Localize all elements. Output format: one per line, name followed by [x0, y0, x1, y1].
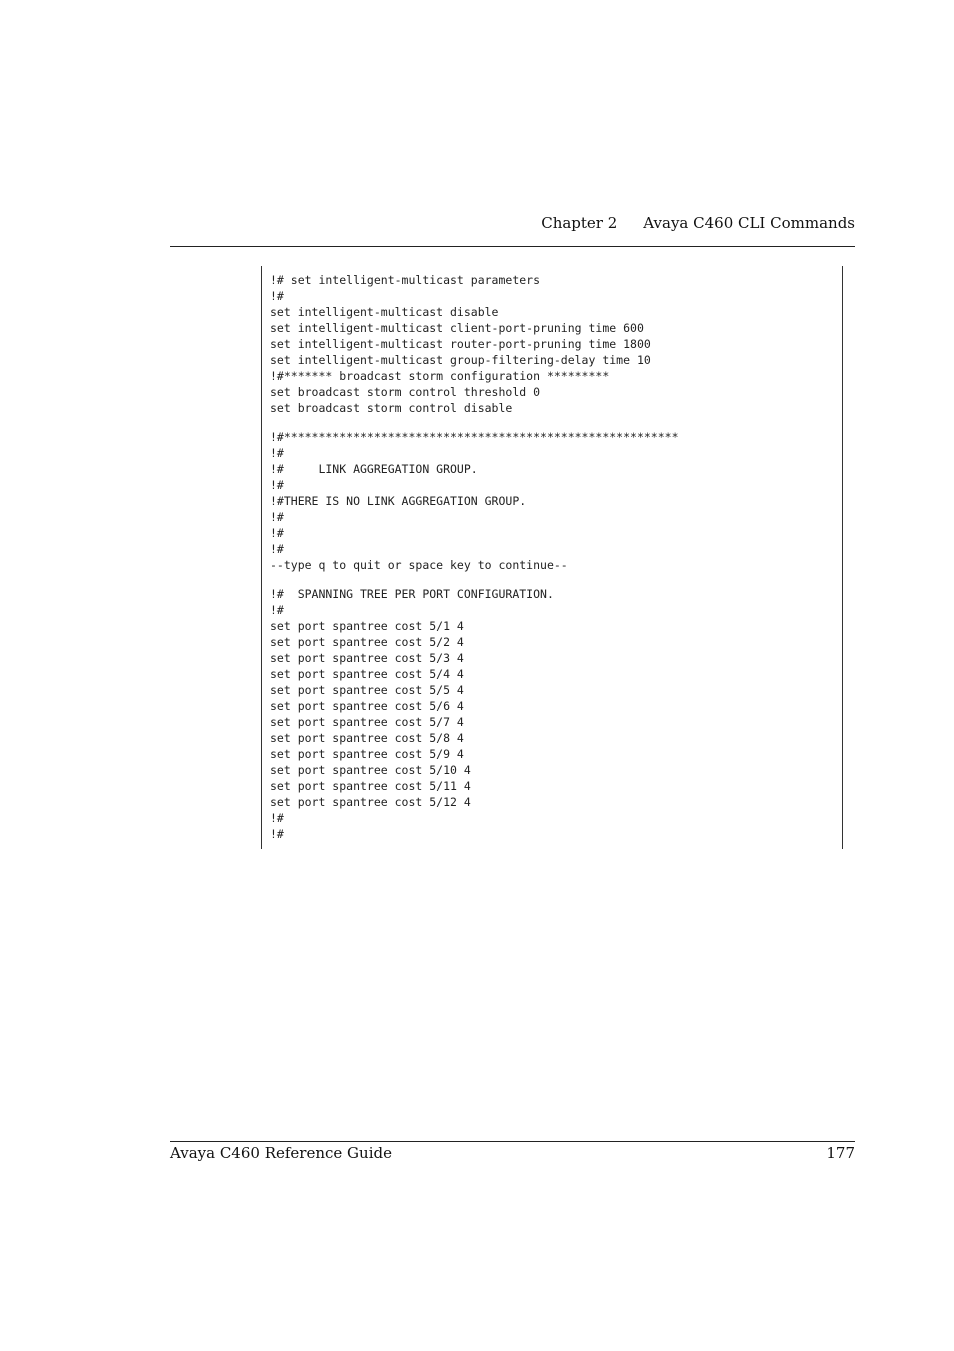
code-line: !#******* broadcast storm configuration *********: [270, 369, 610, 383]
chapter-label: Chapter 2: [541, 214, 618, 232]
code-line: !#: [270, 811, 284, 825]
code-block-multicast: [270, 272, 651, 416]
code-line: set port spantree cost 5/4 4: [270, 667, 464, 681]
code-line: !#: [270, 446, 284, 460]
code-line: !#: [270, 510, 284, 524]
code-block-link-aggregation: [270, 429, 679, 573]
code-block-spanning-tree: [270, 586, 554, 842]
code-line: !#: [270, 526, 284, 540]
code-line: --type q to quit or space key to continue--: [270, 558, 568, 572]
code-line: set port spantree cost 5/11 4: [270, 779, 471, 793]
code-line: set broadcast storm control disable: [270, 401, 513, 415]
code-line: !#: [270, 478, 284, 492]
code-line: !# set intelligent-multicast parameters: [270, 273, 541, 287]
code-line: !# SPANNING TREE PER PORT CONFIGURATION.: [270, 587, 554, 601]
guide-title: Avaya C460 Reference Guide: [170, 1144, 392, 1162]
code-line: set port spantree cost 5/2 4: [270, 635, 464, 649]
code-example-box: [261, 266, 843, 849]
code-line: set port spantree cost 5/8 4: [270, 731, 464, 745]
code-line: set port spantree cost 5/10 4: [270, 763, 471, 777]
code-line: set port spantree cost 5/6 4: [270, 699, 464, 713]
code-line: set port spantree cost 5/1 4: [270, 619, 464, 633]
code-line: set port spantree cost 5/3 4: [270, 651, 464, 665]
code-line: set intelligent-multicast disable: [270, 305, 499, 319]
footer-divider: [170, 1141, 855, 1142]
code-line: !#: [270, 289, 284, 303]
chapter-title: Avaya C460 CLI Commands: [643, 214, 855, 232]
code-line: !# LINK AGGREGATION GROUP.: [270, 462, 478, 476]
page-number: 177: [826, 1144, 855, 1162]
code-line: set port spantree cost 5/5 4: [270, 683, 464, 697]
code-line: set intelligent-multicast router-port-pruning time 1800: [270, 337, 651, 351]
code-line: set port spantree cost 5/12 4: [270, 795, 471, 809]
code-line: !#THERE IS NO LINK AGGREGATION GROUP.: [270, 494, 527, 508]
code-line: set intelligent-multicast group-filtering-delay time 10: [270, 353, 651, 367]
code-line: set broadcast storm control threshold 0: [270, 385, 541, 399]
code-line: !#: [270, 542, 284, 556]
code-line: !#*********************************************************: [270, 430, 679, 444]
code-line: set intelligent-multicast client-port-pruning time 600: [270, 321, 644, 335]
code-line: set port spantree cost 5/7 4: [270, 715, 464, 729]
code-line: !#: [270, 603, 284, 617]
code-line: set port spantree cost 5/9 4: [270, 747, 464, 761]
page-header: [170, 214, 855, 238]
header-divider: [170, 246, 855, 247]
code-line: !#: [270, 827, 284, 841]
